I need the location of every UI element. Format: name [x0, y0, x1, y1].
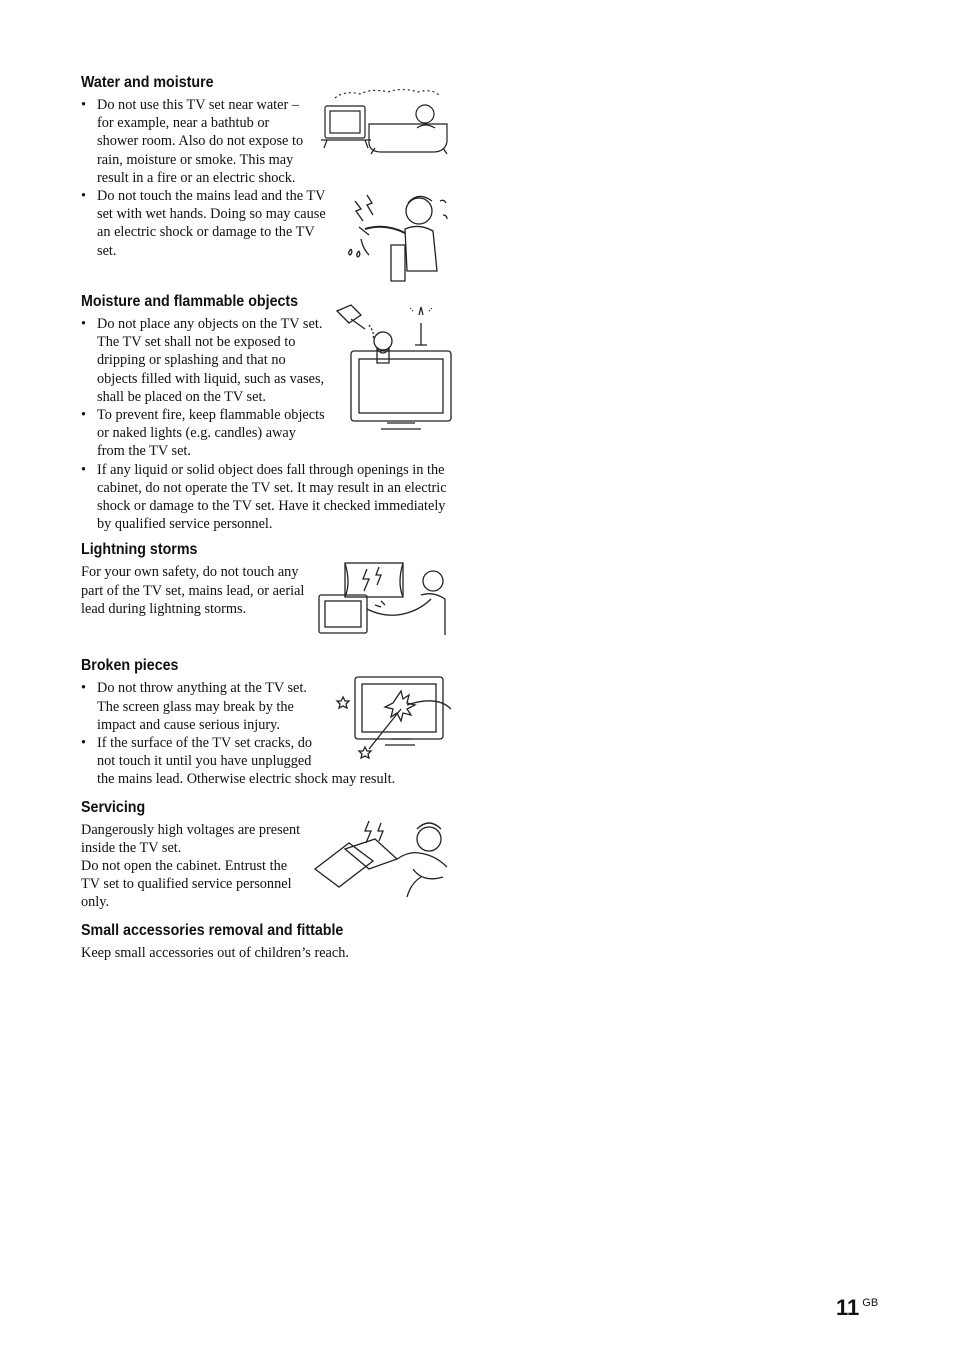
section-heading: Lightning storms: [81, 541, 198, 559]
list-item: • To prevent fire, keep flammable objects or naked lights (e.g. candles) away from the TV set.: [81, 406, 453, 461]
page-number-suffix: GB: [862, 1297, 879, 1309]
content-column: [81, 74, 453, 962]
section-text-1: Dangerously high voltages are present inside the TV set.: [81, 821, 301, 856]
list-item: • Do not throw anything at the TV set. The screen glass may break by the impact and cause serious injury.: [81, 679, 453, 734]
list-item: • Do not place any objects on the TV set. The TV set shall not be exposed to dripping or splashing and that no objects filled with liquid, such as vases, shall be placed on the TV set.: [81, 315, 453, 406]
page-number: [836, 1295, 878, 1321]
section-heading: Moisture and flammable objects: [81, 293, 299, 311]
section-text-2: Do not open the cabinet. Entrust the TV set to qualified service personnel only.: [81, 858, 292, 911]
section-servicing: [81, 799, 453, 912]
list-item: • If the surface of the TV set cracks, do not touch it until you have unplugged the mains lead. Otherwise electric shock may result.: [81, 734, 453, 789]
section-heading: Small accessories removal and fittable: [81, 921, 344, 939]
section-moisture-flammable: [81, 293, 453, 533]
page-number-value: 11: [836, 1295, 860, 1320]
section-text: For your own safety, do not touch any part of the TV set, mains lead, or aerial lead during lightning storms.: [81, 564, 305, 617]
section-heading: Water and moisture: [81, 74, 214, 91]
list-item: • Do not touch the mains lead and the TV set with wet hands. Doing so may cause an electric shock or damage to the TV set.: [81, 187, 453, 260]
section-small-accessories: [81, 922, 453, 962]
section-water-moisture: [81, 74, 453, 285]
section-text: Keep small accessories out of children’s reach.: [81, 944, 349, 961]
list-item: • If any liquid or solid object does fall through openings in the cabinet, do not operate the TV set. It may result in an electric shock or damage to the TV set. Have it checked immediately by qualified service personnel.: [81, 461, 453, 534]
lightning-storm-illustration: [315, 561, 453, 639]
servicing-shock-illustration: [309, 819, 453, 901]
section-broken-pieces: [81, 657, 453, 788]
section-lightning: [81, 541, 453, 639]
section-heading: Servicing: [81, 798, 146, 816]
list-item: • Do not use this TV set near water – for example, near a bathtub or shower room. Also do not expose to rain, moisture or smoke. This may result in a fire or an electric shock.: [81, 96, 453, 187]
section-heading: Broken pieces: [81, 657, 179, 675]
